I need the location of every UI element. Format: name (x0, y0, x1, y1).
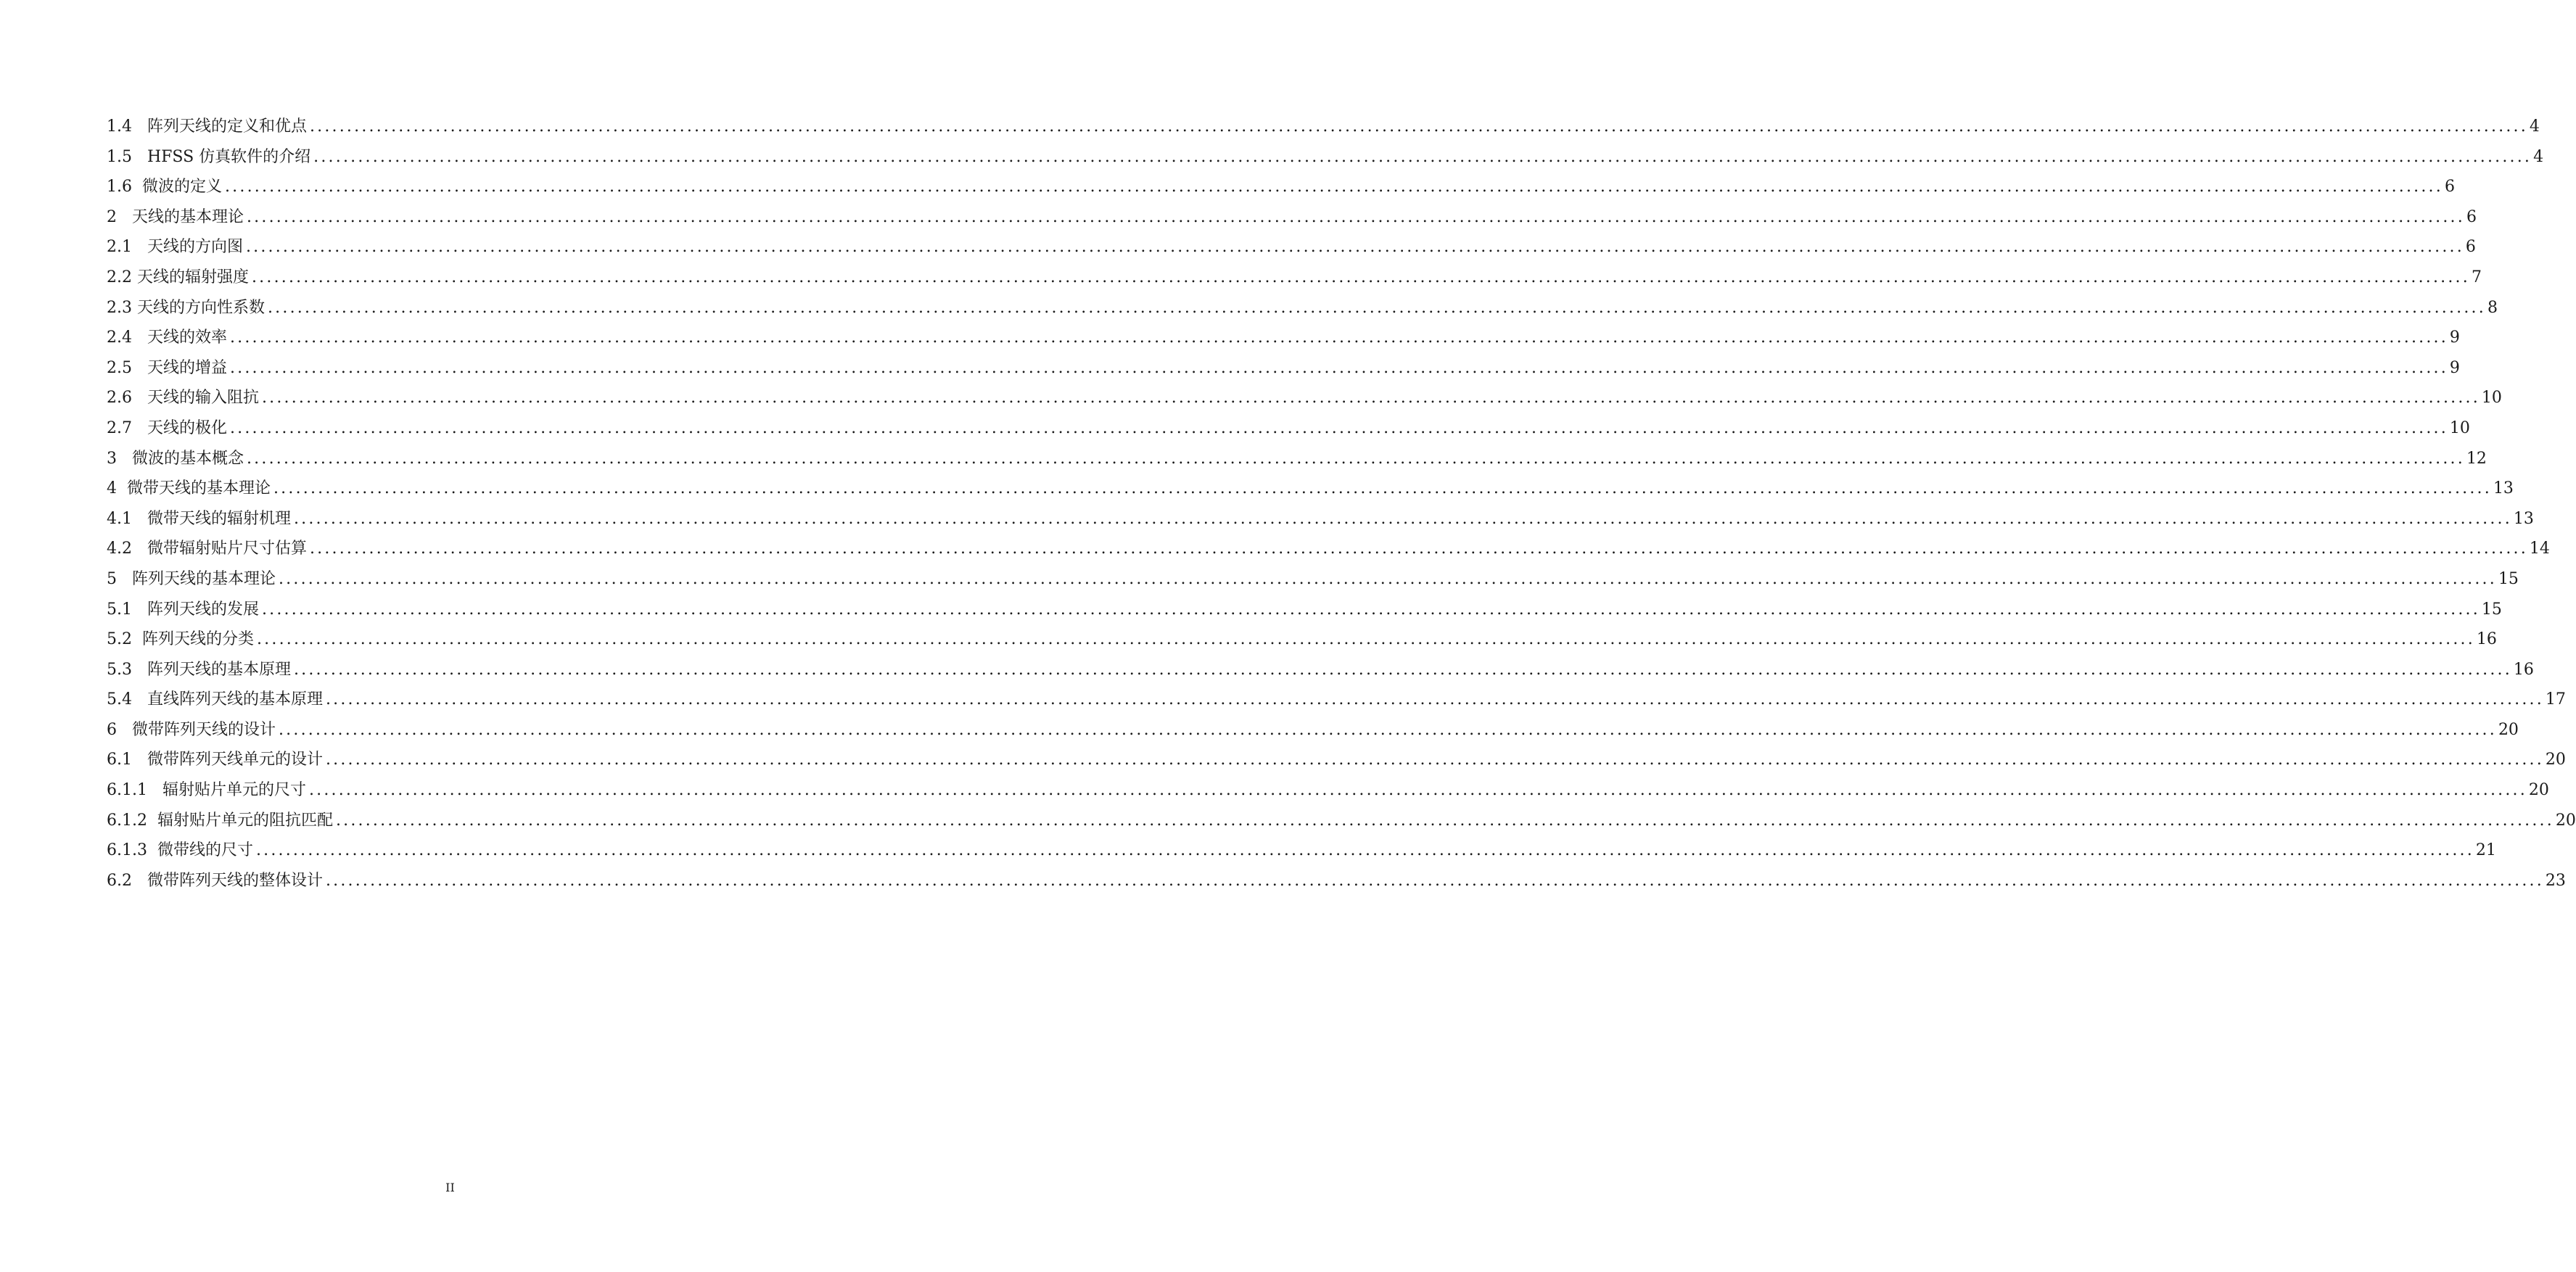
toc-page-number: 13 (2513, 509, 2534, 528)
toc-entry[interactable] (107, 353, 2460, 384)
toc-dot-leader: ............................................................................................................................................................................................................................................................................................................ (335, 811, 2554, 830)
toc-entry-title: 4.2 微带辐射贴片尺寸估算 (107, 540, 307, 558)
toc-dot-leader: ............................................................................................................................................................................................................................................................................................................ (246, 449, 2465, 468)
toc-dot-leader: ............................................................................................................................................................................................................................................................................................................ (267, 298, 2486, 317)
toc-dot-leader: ............................................................................................................................................................................................................................................................................................................ (229, 418, 2448, 437)
toc-entry-title: 1.5 HFSS 仿真软件的介绍 (107, 147, 311, 166)
toc-dot-leader: ............................................................................................................................................................................................................................................................................................................ (229, 358, 2448, 377)
toc-entry[interactable] (107, 655, 2534, 685)
toc-entry-title: 2.6 天线的输入阻抗 (107, 389, 259, 408)
toc-page-number: 6 (2444, 178, 2455, 197)
toc-dot-leader: ............................................................................................................................................................................................................................................................................................................ (229, 329, 2448, 347)
toc-entry-title: 5.4 直线阵列天线的基本原理 (107, 690, 323, 709)
toc-dot-leader: ............................................................................................................................................................................................................................................................................................................ (261, 600, 2480, 619)
toc-entry[interactable] (107, 624, 2497, 655)
toc-entry-title: 2.5 天线的增益 (107, 358, 227, 377)
toc-dot-leader: ............................................................................................................................................................................................................................................................................................................ (273, 479, 2492, 498)
toc-dot-leader: ............................................................................................................................................................................................................................................................................................................ (309, 117, 2528, 136)
toc-page-number: 9 (2449, 358, 2460, 377)
toc-dot-leader: ............................................................................................................................................................................................................................................................................................................ (261, 389, 2480, 408)
toc-page-number: 15 (2498, 569, 2519, 588)
toc-entry-title: 5.3 阵列天线的基本原理 (107, 660, 291, 679)
toc-entry-title: 4.1 微带天线的辐射机理 (107, 509, 291, 528)
toc-entry[interactable] (107, 595, 2502, 625)
toc-entry[interactable] (107, 564, 2519, 595)
toc-dot-leader: ............................................................................................................................................................................................................................................................................................................ (293, 660, 2512, 679)
toc-dot-leader: ............................................................................................................................................................................................................................................................................................................ (293, 509, 2512, 528)
toc-entry-title: 5.2 阵列天线的分类 (107, 630, 254, 649)
toc-page-number: 6 (2465, 238, 2476, 257)
toc-entry[interactable] (107, 383, 2502, 413)
toc-entry-title: 5.1 阵列天线的发展 (107, 600, 259, 619)
toc-entry-title: 6.1.3 微带线的尺寸 (107, 841, 253, 860)
toc-page-number: 9 (2449, 329, 2460, 347)
toc-entry-title: 2.7 天线的极化 (107, 418, 227, 437)
toc-entry-title: 2.2 天线的辐射强度 (107, 268, 249, 286)
toc-entry-title: 6 微带阵列天线的设计 (107, 720, 276, 739)
toc-page-number: 4 (2529, 117, 2540, 136)
toc-entry[interactable] (107, 474, 2514, 504)
toc-page-number: 20 (2555, 811, 2576, 830)
toc-page-number: 16 (2513, 660, 2534, 679)
toc-page-number: 10 (2449, 418, 2470, 437)
toc-entry[interactable] (107, 142, 2544, 173)
toc-entry-title: 3 微波的基本概念 (107, 449, 244, 468)
toc-entry[interactable] (107, 202, 2477, 233)
toc-dot-leader: ............................................................................................................................................................................................................................................................................................................ (278, 720, 2497, 739)
toc-entry-title: 6.1 微带阵列天线单元的设计 (107, 751, 323, 769)
toc-entry[interactable] (107, 534, 2550, 564)
toc-entry[interactable] (107, 866, 2566, 896)
toc-page-number: 20 (2528, 781, 2549, 800)
toc-entry[interactable] (107, 293, 2498, 323)
toc-entry[interactable] (107, 112, 2540, 142)
toc-page-number: 7 (2471, 268, 2482, 286)
toc-dot-leader: ............................................................................................................................................................................................................................................................................................................ (325, 751, 2544, 769)
toc-page-number: 20 (2545, 751, 2566, 769)
toc-entry[interactable] (107, 745, 2566, 775)
toc-page-number: 21 (2475, 841, 2496, 860)
toc-dot-leader: ............................................................................................................................................................................................................................................................................................................ (313, 147, 2532, 166)
toc-dot-leader: ............................................................................................................................................................................................................................................................................................................ (308, 781, 2527, 800)
toc-page-number: 16 (2476, 630, 2497, 649)
toc-dot-leader: ............................................................................................................................................................................................................................................................................................................ (255, 841, 2474, 860)
toc-dot-leader: ............................................................................................................................................................................................................................................................................................................ (224, 178, 2443, 197)
toc-entry[interactable] (107, 263, 2482, 293)
toc-entry[interactable] (107, 444, 2487, 474)
toc-dot-leader: ............................................................................................................................................................................................................................................................................................................ (246, 207, 2465, 226)
toc-dot-leader: ............................................................................................................................................................................................................................................................................................................ (245, 238, 2464, 257)
table-of-contents (107, 112, 2576, 896)
toc-entry-title: 6.1.1 辐射贴片单元的尺寸 (107, 781, 306, 800)
toc-dot-leader: ............................................................................................................................................................................................................................................................................................................ (251, 268, 2470, 286)
toc-page-number: 23 (2545, 871, 2566, 890)
toc-page-number: 6 (2466, 207, 2477, 226)
toc-entry-title: 2 天线的基本理论 (107, 207, 244, 226)
toc-page-number: 12 (2466, 449, 2487, 468)
toc-entry[interactable] (107, 232, 2476, 263)
toc-entry[interactable] (107, 835, 2496, 866)
toc-entry-title: 6.2 微带阵列天线的整体设计 (107, 871, 323, 890)
toc-page-number: 20 (2498, 720, 2519, 739)
toc-dot-leader: ............................................................................................................................................................................................................................................................................................................ (325, 871, 2544, 890)
toc-entry-title: 2.1 天线的方向图 (107, 238, 243, 257)
toc-page-number: 8 (2487, 298, 2498, 317)
toc-entry[interactable] (107, 172, 2455, 202)
toc-page-number: 14 (2529, 540, 2550, 558)
toc-dot-leader: ............................................................................................................................................................................................................................................................................................................ (278, 569, 2497, 588)
toc-dot-leader: ............................................................................................................................................................................................................................................................................................................ (309, 540, 2528, 558)
toc-entry-title: 2.3 天线的方向性系数 (107, 298, 265, 317)
toc-entry-title: 1.6 微波的定义 (107, 178, 222, 197)
toc-entry[interactable] (107, 413, 2470, 444)
toc-entry[interactable] (107, 806, 2576, 836)
toc-entry[interactable] (107, 775, 2549, 806)
toc-dot-leader: ............................................................................................................................................................................................................................................................................................................ (325, 690, 2544, 709)
toc-entry[interactable] (107, 504, 2534, 534)
toc-page-number: 10 (2481, 389, 2502, 408)
toc-dot-leader: ............................................................................................................................................................................................................................................................................................................ (256, 630, 2475, 649)
toc-entry-title: 4 微带天线的基本理论 (107, 479, 271, 498)
toc-entry[interactable] (107, 715, 2519, 746)
toc-entry-title: 5 阵列天线的基本理论 (107, 569, 276, 588)
toc-entry-title: 6.1.2 辐射贴片单元的阻抗匹配 (107, 811, 333, 830)
page-footer-number: II (445, 1181, 455, 1194)
toc-page-number: 17 (2545, 690, 2566, 709)
toc-entry-title: 1.4 阵列天线的定义和优点 (107, 117, 307, 136)
toc-page-number: 15 (2481, 600, 2502, 619)
toc-entry-title: 2.4 天线的效率 (107, 329, 227, 347)
toc-entry[interactable] (107, 685, 2566, 715)
toc-entry[interactable] (107, 323, 2460, 353)
toc-page-number: 13 (2493, 479, 2514, 498)
toc-page-number: 4 (2533, 147, 2544, 166)
